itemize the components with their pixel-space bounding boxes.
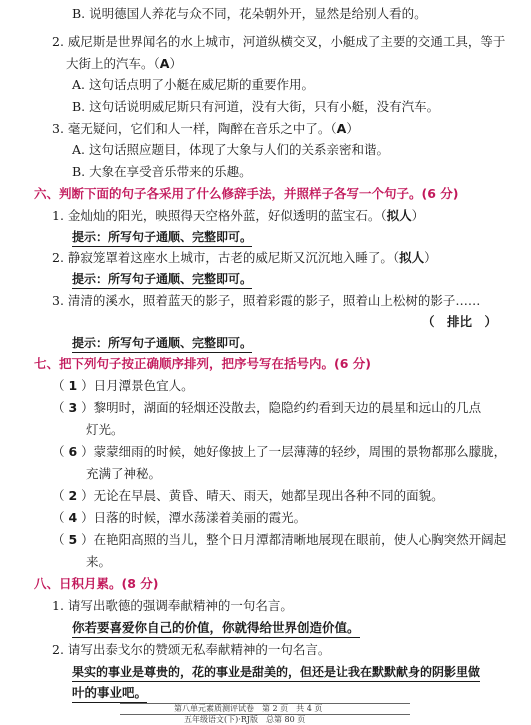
order-number: 3 xyxy=(68,400,78,415)
option-b-top: B. 说明德国人养花与众不同，花朵朝外开，显然是给别人看的。 xyxy=(72,6,427,21)
sentence-2-text: 2. 静寂笼罩着这座水上城市，古老的威尼斯又沉沉地入睡了。（ xyxy=(52,250,400,265)
question-2-line1: 2. 威尼斯是世界闻名的水上城市，河道纵横交叉，小艇成了主要的交通工具，等于 xyxy=(52,34,506,49)
section-6-sentence-1 xyxy=(52,208,424,224)
section-8-answer-2-line1: 果实的事业是尊贵的，花的事业是甜美的，但还是让我在默默献身的阴影里做 xyxy=(72,665,481,679)
order-number: 2 xyxy=(68,488,78,503)
section-6-hint-3: 提示：所写句子通顺、完整即可。 xyxy=(72,336,253,350)
order-number: 5 xyxy=(68,532,78,547)
sentence-1-close-paren: ） xyxy=(411,208,425,223)
sentence-2-answer: 拟人 xyxy=(399,250,425,265)
footer-page-info: 第八单元素质测评试卷 第 2 页 共 4 页 xyxy=(174,704,323,713)
question-3-text: 3. 毫无疑问，它们和人一样，陶醉在音乐之中了。（ xyxy=(52,121,337,136)
section-6-title: 六、判断下面的句子各采用了什么修辞手法，并照样子各写一个句子。(6 分) xyxy=(34,186,459,201)
order-item-4: （ 2 ）无论在早晨、黄昏、晴天、雨天，她都呈现出各种不同的面貌。 xyxy=(52,488,444,503)
order-item-3: （ 6 ）蒙蒙细雨的时候，她好像披上了一层薄薄的轻纱，周围的景物都那么朦胧， xyxy=(52,444,507,459)
order-text: 在艳阳高照的当儿，整个日月潭都清晰地展现在眼前，使人心胸突然开阔起 xyxy=(93,532,507,547)
question-3-option-a: A. 这句话照应题目，体现了大象与人们的关系亲密和谐。 xyxy=(72,142,389,157)
order-item-2: （ 3 ）黎明时，湖面的轻烟还没散去，隐隐约约看到天边的晨星和远山的几点 xyxy=(52,400,482,415)
order-number: 1 xyxy=(68,378,78,393)
section-6-sentence-3: 3. 清清的溪水，照着蓝天的影子，照着彩霞的影子，照着山上松树的影子…… xyxy=(52,293,481,308)
section-7-title: 七、把下列句子按正确顺序排列，把序号写在括号内。(6 分) xyxy=(34,356,371,371)
order-item-3-cont: 充满了神秘。 xyxy=(86,466,162,481)
sentence-1-answer: 拟人 xyxy=(386,208,412,223)
question-3-close-paren: ） xyxy=(346,121,359,136)
order-text: 日落的时候，潭水荡漾着美丽的霞光。 xyxy=(93,510,307,525)
order-text: 日月潭景色宜人。 xyxy=(93,378,194,393)
question-3-answer: A xyxy=(336,121,347,136)
question-2-answer: A xyxy=(159,56,170,71)
order-item-2-cont: 灯光。 xyxy=(86,422,124,437)
question-2-option-b: B. 这句话说明威尼斯只有河道，没有大街，只有小艇，没有汽车。 xyxy=(72,99,440,114)
section-8-title: 八、日积月累。(8 分) xyxy=(34,576,159,591)
order-number: 4 xyxy=(68,510,78,525)
section-6-hint-2: 提示：所写句子通顺、完整即可。 xyxy=(72,272,253,286)
footer-grade-info: 五年级语文(下)·RJ版 总第 80 页 xyxy=(184,715,306,724)
question-3-option-b: B. 大象在享受音乐带来的乐趣。 xyxy=(72,164,252,179)
section-8-question-2: 2. 请写出泰戈尔的赞颂无私奉献精神的一句名言。 xyxy=(52,642,331,657)
question-2-line2 xyxy=(66,56,182,72)
order-item-6: （ 5 ）在艳阳高照的当儿，整个日月潭都清晰地展现在眼前，使人心胸突然开阔起 xyxy=(52,532,507,547)
question-3 xyxy=(52,121,359,137)
section-6-sentence-2 xyxy=(52,250,437,266)
order-text: 无论在早晨、黄昏、晴天、雨天，她都呈现出各种不同的面貌。 xyxy=(93,488,444,503)
section-8-answer-1: 你若要喜爱你自己的价值，你就得给世界创造价值。 xyxy=(72,620,360,635)
order-item-5: （ 4 ）日落的时候，潭水荡漾着美丽的霞光。 xyxy=(52,510,307,525)
order-item-6-cont: 来。 xyxy=(86,554,112,569)
section-6-hint-1: 提示：所写句子通顺、完整即可。 xyxy=(72,230,253,244)
question-2-close-paren: ） xyxy=(169,56,182,71)
section-8-answer-2-line2: 叶的事业吧。 xyxy=(72,685,148,700)
order-text: 黎明时，湖面的轻烟还没散去，隐隐约约看到天边的晨星和远山的几点 xyxy=(93,400,482,415)
order-text: 蒙蒙细雨的时候，她好像披上了一层薄薄的轻纱，周围的景物都那么朦胧， xyxy=(93,444,507,459)
sentence-1-text: 1. 金灿灿的阳光，映照得天空格外蓝，好似透明的蓝宝石。（ xyxy=(52,208,387,223)
question-2-line2-text: 大街上的汽车。（ xyxy=(66,56,160,71)
sentence-3-answer: （ 排比 ） xyxy=(422,314,498,329)
question-2-option-a: A. 这句话点明了小艇在威尼斯的重要作用。 xyxy=(72,77,314,92)
order-item-1: （ 1 ）日月潭景色宜人。 xyxy=(52,378,194,393)
section-8-question-1: 1. 请写出歌德的强调奉献精神的一句名言。 xyxy=(52,598,293,613)
sentence-2-close-paren: ） xyxy=(424,250,437,265)
order-number: 6 xyxy=(68,444,78,459)
